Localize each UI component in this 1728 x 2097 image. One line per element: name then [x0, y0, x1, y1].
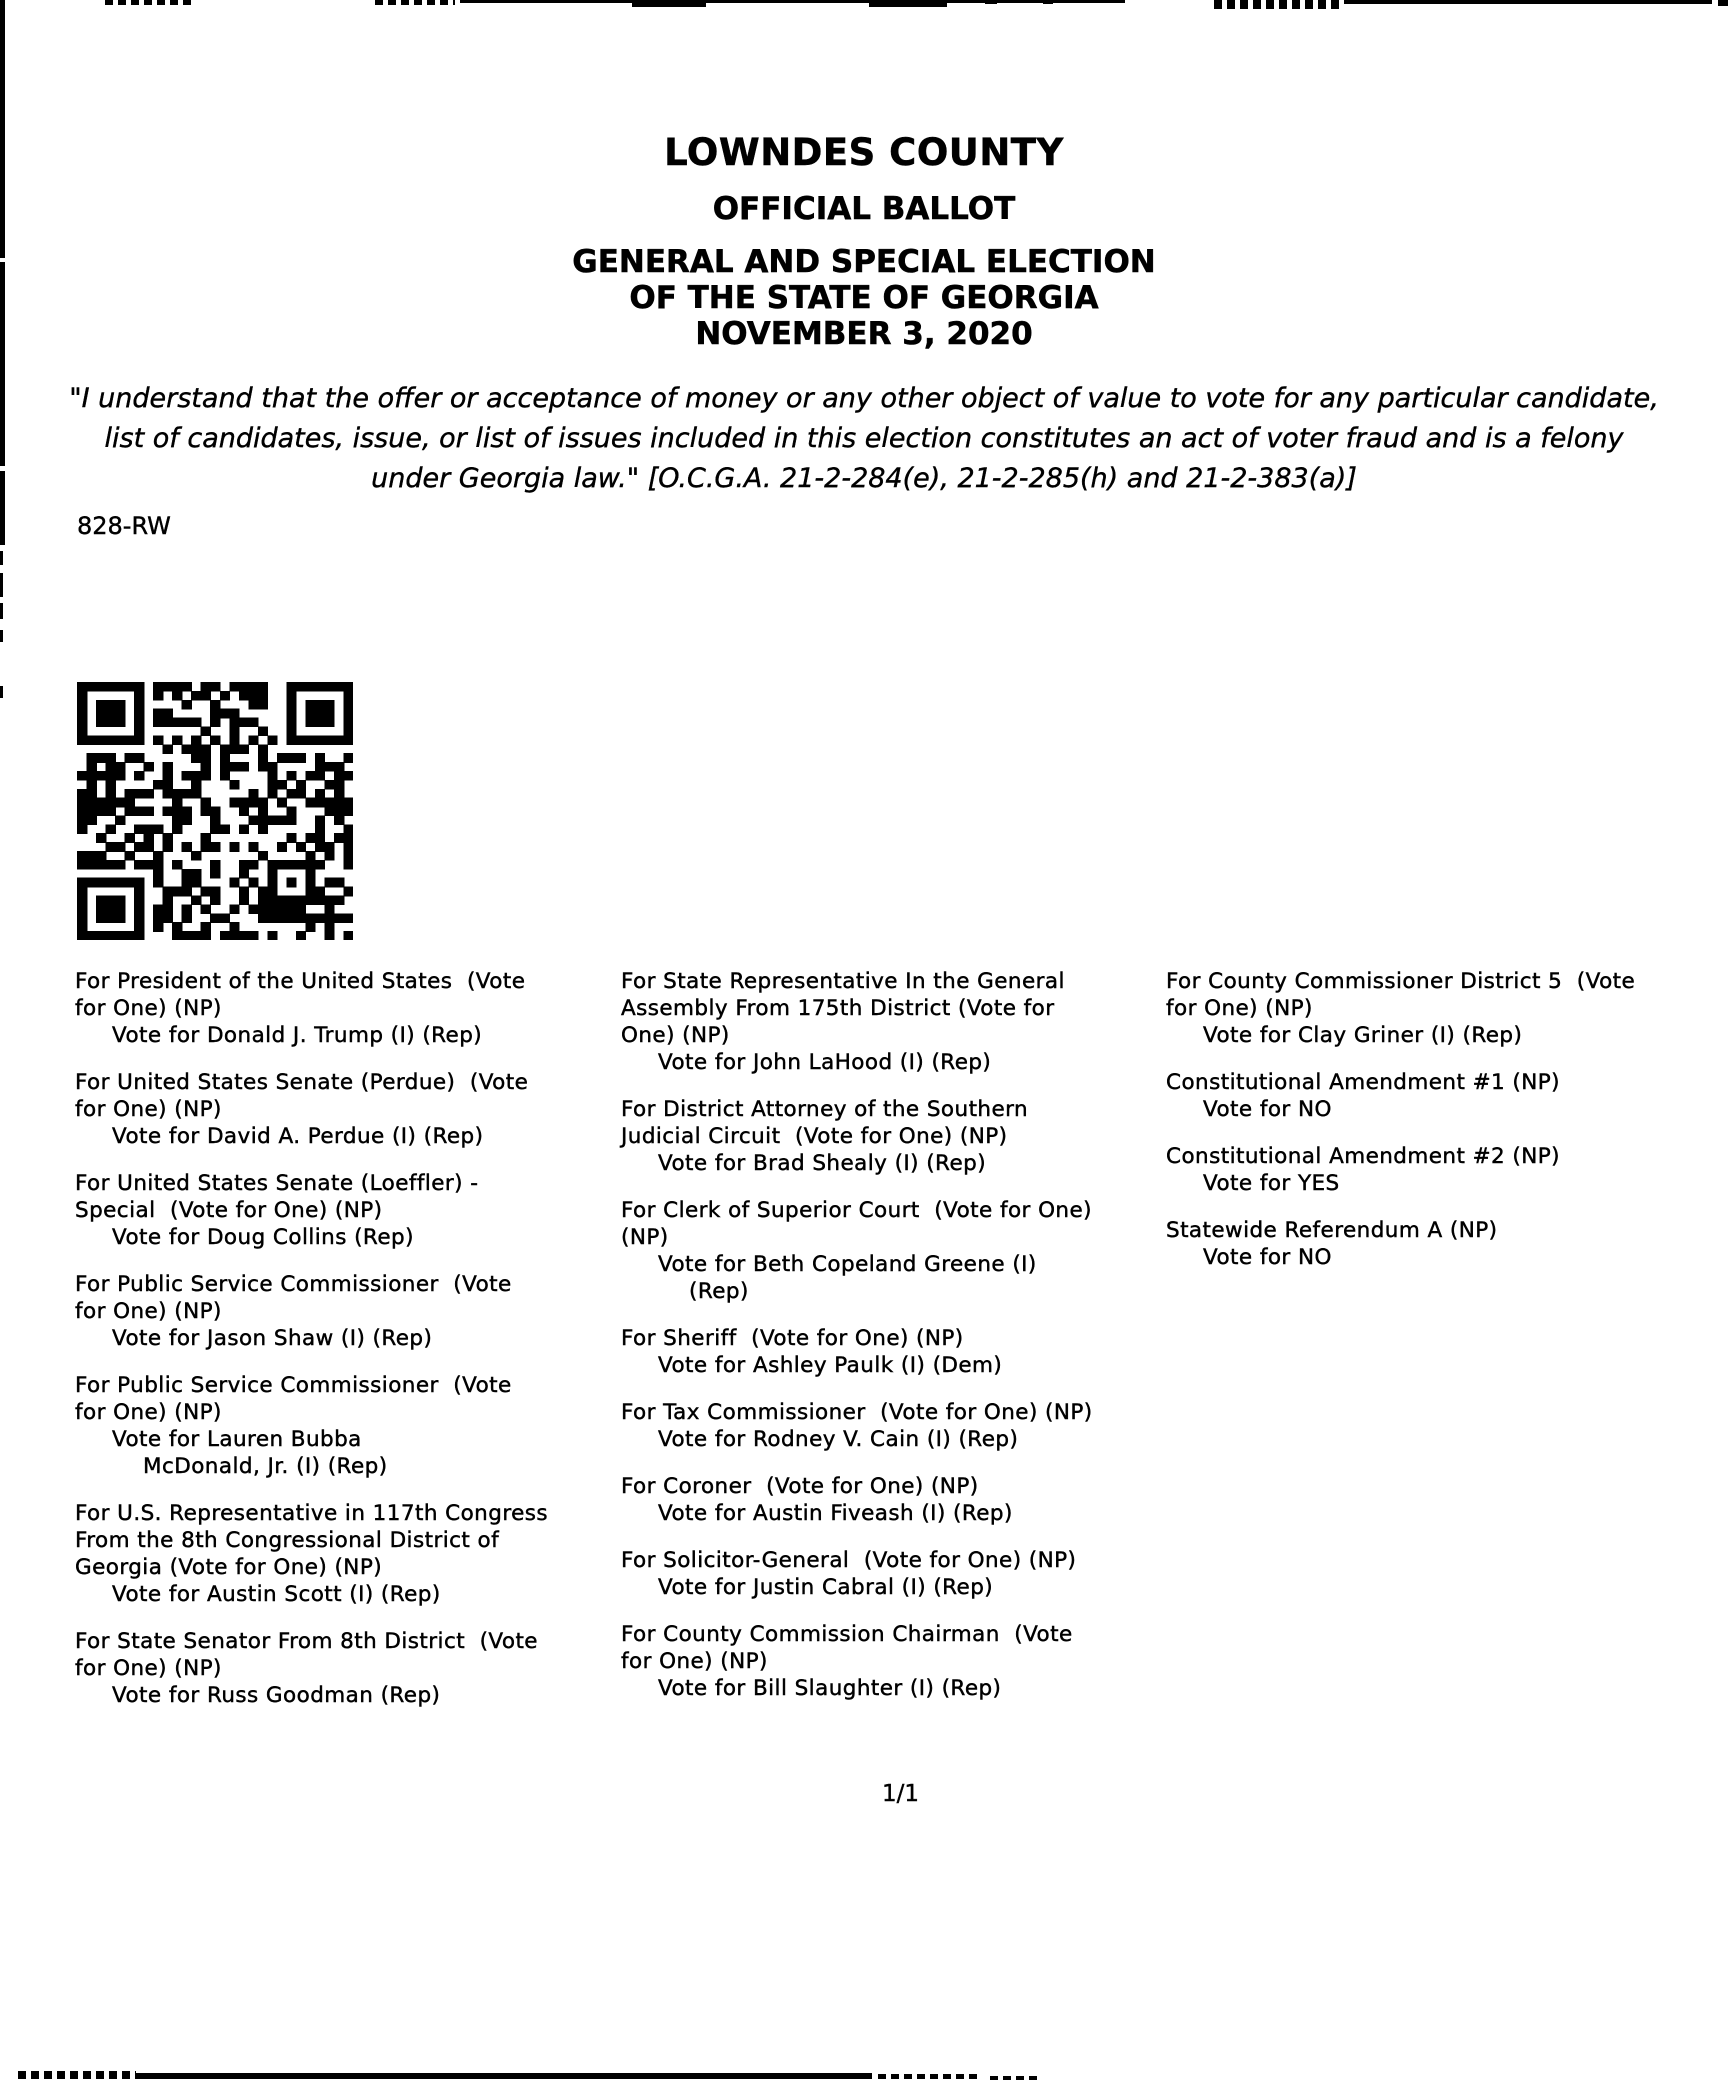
contest [621, 1621, 1181, 1702]
fraud-disclaimer-line1: "I understand that the offer or acceptance of money or any other object of value to vote for any particular candidate, [69, 383, 1659, 414]
contest-title-line: One) (NP) [621, 1023, 730, 1048]
page-number: 1/1 [882, 1781, 920, 1807]
contest-title-line: For United States Senate (Perdue) (Vote [75, 1070, 529, 1095]
scan-mark [869, 0, 947, 7]
contest [1166, 1069, 1728, 1123]
contest [621, 1547, 1181, 1601]
contest-title-line: for One) (NP) [75, 1299, 222, 1324]
vote-selection-line: Vote for Beth Copeland Greene (I) [658, 1252, 1037, 1277]
contest-title-line: for One) (NP) [75, 1400, 222, 1425]
scan-mark [632, 0, 706, 7]
contest-title-line: Constitutional Amendment #1 (NP) [1166, 1070, 1560, 1095]
contest-title-line: Assembly From 175th District (Vote for [621, 996, 1055, 1021]
contest [621, 1096, 1181, 1177]
contest-title-line: For Public Service Commissioner (Vote [75, 1272, 512, 1297]
fraud-disclaimer-line3: under Georgia law." [O.C.G.A. 21-2-284(e), 21-2-285(h) and 21-2-383(a)] [371, 463, 1357, 494]
scan-mark [136, 2073, 872, 2079]
contest [621, 1325, 1181, 1379]
vote-selection-line: Vote for NO [1203, 1245, 1332, 1270]
contest-title-line: For Sheriff (Vote for One) (NP) [621, 1326, 964, 1351]
ballot-title: OFFICIAL BALLOT [712, 191, 1016, 227]
contest-title-line: for One) (NP) [621, 1649, 768, 1674]
scan-mark [985, 1, 997, 4]
contest [621, 1197, 1181, 1305]
contest-title-line: Judicial Circuit (Vote for One) (NP) [621, 1124, 1008, 1149]
ballot-column-2 [621, 968, 1181, 1722]
scan-mark [990, 2076, 1040, 2080]
vote-selection-line: Vote for Ashley Paulk (I) (Dem) [658, 1353, 1003, 1378]
scan-mark [0, 573, 3, 597]
vote-selection-line: Vote for Lauren Bubba [112, 1427, 362, 1452]
vote-selection-line: Vote for Donald J. Trump (I) (Rep) [112, 1023, 483, 1048]
vote-selection-line: Vote for NO [1203, 1097, 1332, 1122]
contest-title-line: From the 8th Congressional District of [75, 1528, 500, 1553]
scan-mark [375, 0, 455, 5]
vote-selection-line: Vote for Justin Cabral (I) (Rep) [658, 1575, 994, 1600]
scan-mark [1043, 1, 1053, 4]
contest-title-line: For Public Service Commissioner (Vote [75, 1373, 512, 1398]
contest [621, 1399, 1181, 1453]
election-title-line1: GENERAL AND SPECIAL ELECTION [572, 244, 1156, 280]
vote-selection-line: (Rep) [689, 1279, 749, 1304]
contest-title-line: for One) (NP) [1166, 996, 1313, 1021]
contest-title-line: For Clerk of Superior Court (Vote for One) [621, 1198, 1092, 1223]
vote-selection-line: Vote for Austin Fiveash (I) (Rep) [658, 1501, 1013, 1526]
vote-selection-line: Vote for Rodney V. Cain (I) (Rep) [658, 1427, 1019, 1452]
vote-selection-line: Vote for Brad Shealy (I) (Rep) [658, 1151, 987, 1176]
contest-title-line: for One) (NP) [75, 1097, 222, 1122]
vote-selection-line: Vote for Doug Collins (Rep) [112, 1225, 414, 1250]
contest-title-line: For District Attorney of the Southern [621, 1097, 1029, 1122]
scan-mark [0, 630, 3, 642]
contest-title-line: For County Commissioner District 5 (Vote [1166, 969, 1636, 994]
contest-title-line: for One) (NP) [75, 996, 222, 1021]
contest [75, 1069, 635, 1150]
vote-selection-line: Vote for Bill Slaughter (I) (Rep) [658, 1676, 1002, 1701]
contest-title-line: For U.S. Representative in 117th Congress [75, 1501, 549, 1526]
contest-title-line: Statewide Referendum A (NP) [1166, 1218, 1498, 1243]
scan-mark [1718, 0, 1728, 6]
contest-title-line: Constitutional Amendment #2 (NP) [1166, 1144, 1560, 1169]
contest [1166, 1217, 1728, 1271]
contest-title-line: For Solicitor-General (Vote for One) (NP) [621, 1548, 1077, 1573]
scan-mark [1344, 0, 1712, 4]
contest-title-line: (NP) [621, 1225, 669, 1250]
contest-title-line: For United States Senate (Loeffler) - [75, 1171, 479, 1196]
contest-title-line: For Tax Commissioner (Vote for One) (NP) [621, 1400, 1093, 1425]
fraud-disclaimer [0, 379, 1728, 499]
contest [621, 1473, 1181, 1527]
contest [75, 1372, 635, 1480]
contest-title-line: For County Commission Chairman (Vote [621, 1622, 1073, 1647]
election-title-line3: NOVEMBER 3, 2020 [695, 316, 1033, 352]
scan-mark [0, 603, 3, 619]
contest-title-line: For President of the United States (Vote [75, 969, 526, 994]
scan-mark [0, 686, 3, 698]
fraud-disclaimer-line2: list of candidates, issue, or list of issues included in this election constitutes an act of voter fraud and is a felony [104, 423, 1624, 454]
contest [75, 1170, 635, 1251]
contest-title-line: For Coroner (Vote for One) (NP) [621, 1474, 979, 1499]
contest [1166, 968, 1728, 1049]
contest [75, 968, 635, 1049]
contest-title-line: For State Senator From 8th District (Vote [75, 1629, 538, 1654]
contest [75, 1271, 635, 1352]
scan-mark [878, 2074, 978, 2079]
election-title-line2: OF THE STATE OF GEORGIA [629, 280, 1099, 316]
contest [621, 968, 1181, 1076]
scan-mark [1214, 0, 1340, 9]
vote-selection-line: McDonald, Jr. (I) (Rep) [143, 1454, 388, 1479]
county-title: LOWNDES COUNTY [664, 131, 1064, 174]
scan-mark [18, 2071, 136, 2079]
vote-selection-line: Vote for David A. Perdue (I) (Rep) [112, 1124, 484, 1149]
ballot-column-1 [75, 968, 635, 1729]
scan-mark [105, 0, 195, 5]
contest-title-line: For State Representative In the General [621, 969, 1065, 994]
vote-selection-line: Vote for YES [1203, 1171, 1340, 1196]
vote-selection-line: Vote for Jason Shaw (I) (Rep) [112, 1326, 433, 1351]
ballot-style-code: 828-RW [77, 512, 171, 540]
vote-selection-line: Vote for Clay Griner (I) (Rep) [1203, 1023, 1523, 1048]
contest-title-line: Special (Vote for One) (NP) [75, 1198, 383, 1223]
vote-selection-line: Vote for Austin Scott (I) (Rep) [112, 1582, 441, 1607]
contest-title-line: Georgia (Vote for One) (NP) [75, 1555, 383, 1580]
scan-mark [460, 0, 1125, 3]
ballot-column-3 [1166, 968, 1728, 1291]
vote-selection-line: Vote for Russ Goodman (Rep) [112, 1683, 441, 1708]
vote-selection-line: Vote for John LaHood (I) (Rep) [658, 1050, 992, 1075]
contest [75, 1628, 635, 1709]
election-title [0, 244, 1728, 352]
contest [75, 1500, 635, 1608]
qr-code [77, 682, 353, 940]
scan-mark [0, 551, 3, 565]
contest-title-line: for One) (NP) [75, 1656, 222, 1681]
contest [1166, 1143, 1728, 1197]
